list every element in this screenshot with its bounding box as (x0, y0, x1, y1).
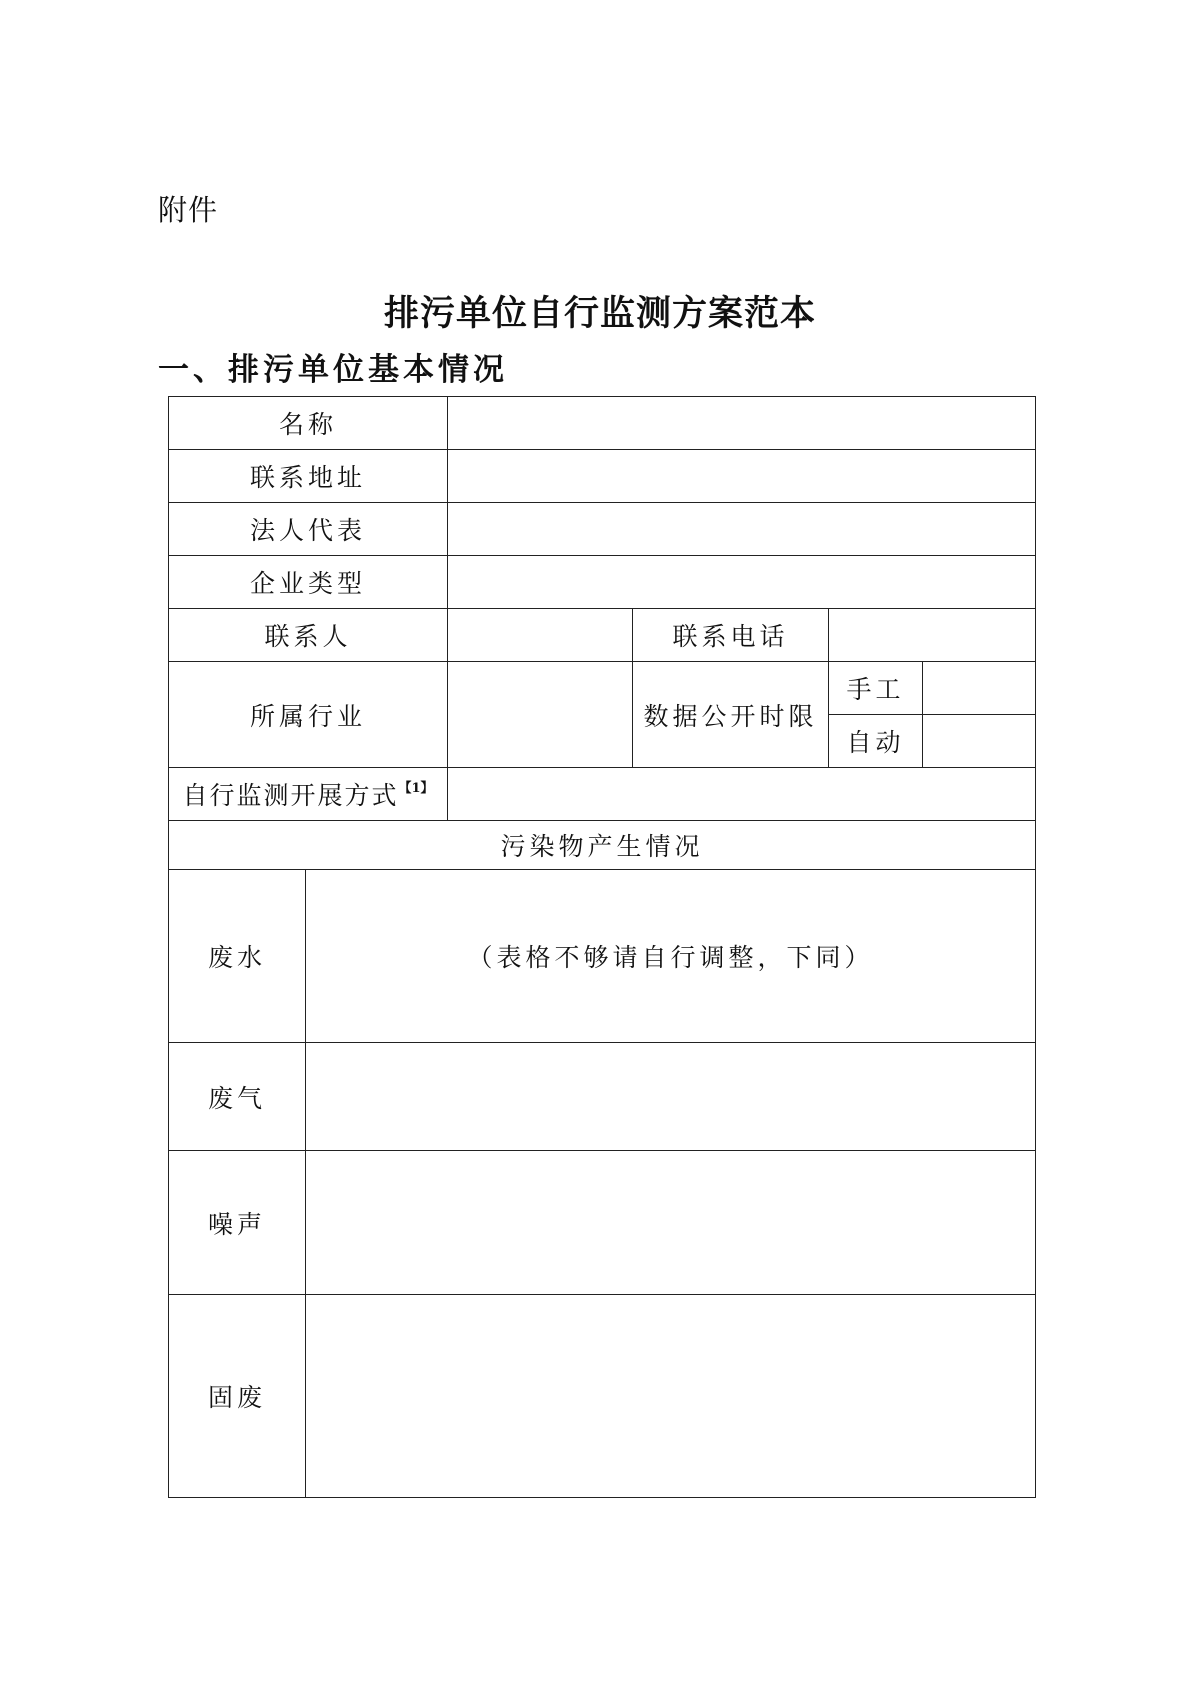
row-industry (169, 662, 1036, 715)
industry-field[interactable] (448, 662, 633, 768)
row-name (169, 397, 1036, 450)
attachment-label: 附件 (158, 193, 219, 227)
data-disclosure-label: 数据公开时限 (633, 662, 829, 768)
row-address (169, 450, 1036, 503)
footnote-mark: 【1】 (398, 781, 434, 796)
monitoring-mode-field[interactable] (448, 768, 1036, 821)
contact-person-field[interactable] (448, 609, 633, 662)
wastewater-field[interactable] (306, 870, 1036, 1043)
section-title: 一、排污单位基本情况 (158, 352, 508, 388)
row-pollutant-header (169, 821, 1036, 870)
contact-phone-label: 联系电话 (633, 609, 829, 662)
waste-gas-label: 废气 (169, 1043, 306, 1151)
row-solid-waste (169, 1295, 1036, 1498)
legal-rep-field[interactable] (448, 503, 1036, 556)
waste-gas-field[interactable] (306, 1043, 1036, 1151)
wastewater-label: 废水 (169, 870, 306, 1043)
name-field[interactable] (448, 397, 1036, 450)
enterprise-type-label: 企业类型 (169, 556, 448, 609)
address-field[interactable] (448, 450, 1036, 503)
basic-info-table (168, 396, 1036, 1498)
row-waste-gas (169, 1043, 1036, 1151)
row-legal-rep (169, 503, 1036, 556)
noise-label: 噪声 (169, 1151, 306, 1295)
name-label: 名称 (169, 397, 448, 450)
monitoring-mode-text: 自行监测开展方式 (182, 781, 399, 810)
auto-field[interactable] (923, 715, 1036, 768)
solid-waste-field[interactable] (306, 1295, 1036, 1498)
contact-person-label: 联系人 (169, 609, 448, 662)
row-contact (169, 609, 1036, 662)
row-monitoring-mode (169, 768, 1036, 821)
row-wastewater (169, 870, 1036, 1043)
monitoring-mode-label (169, 768, 448, 821)
legal-rep-label: 法人代表 (169, 503, 448, 556)
row-enterprise-type (169, 556, 1036, 609)
solid-waste-label: 固废 (169, 1295, 306, 1498)
noise-field[interactable] (306, 1151, 1036, 1295)
pollutant-section-label: 污染物产生情况 (169, 821, 1036, 870)
address-label: 联系地址 (169, 450, 448, 503)
industry-label: 所属行业 (169, 662, 448, 768)
manual-field[interactable] (923, 662, 1036, 715)
table-note: （表格不够请自行调整，下同） (467, 943, 874, 972)
manual-label: 手工 (829, 662, 923, 715)
auto-label: 自动 (829, 715, 923, 768)
document-title: 排污单位自行监测方案范本 (383, 294, 816, 334)
enterprise-type-field[interactable] (448, 556, 1036, 609)
contact-phone-field[interactable] (829, 609, 1036, 662)
row-noise (169, 1151, 1036, 1295)
